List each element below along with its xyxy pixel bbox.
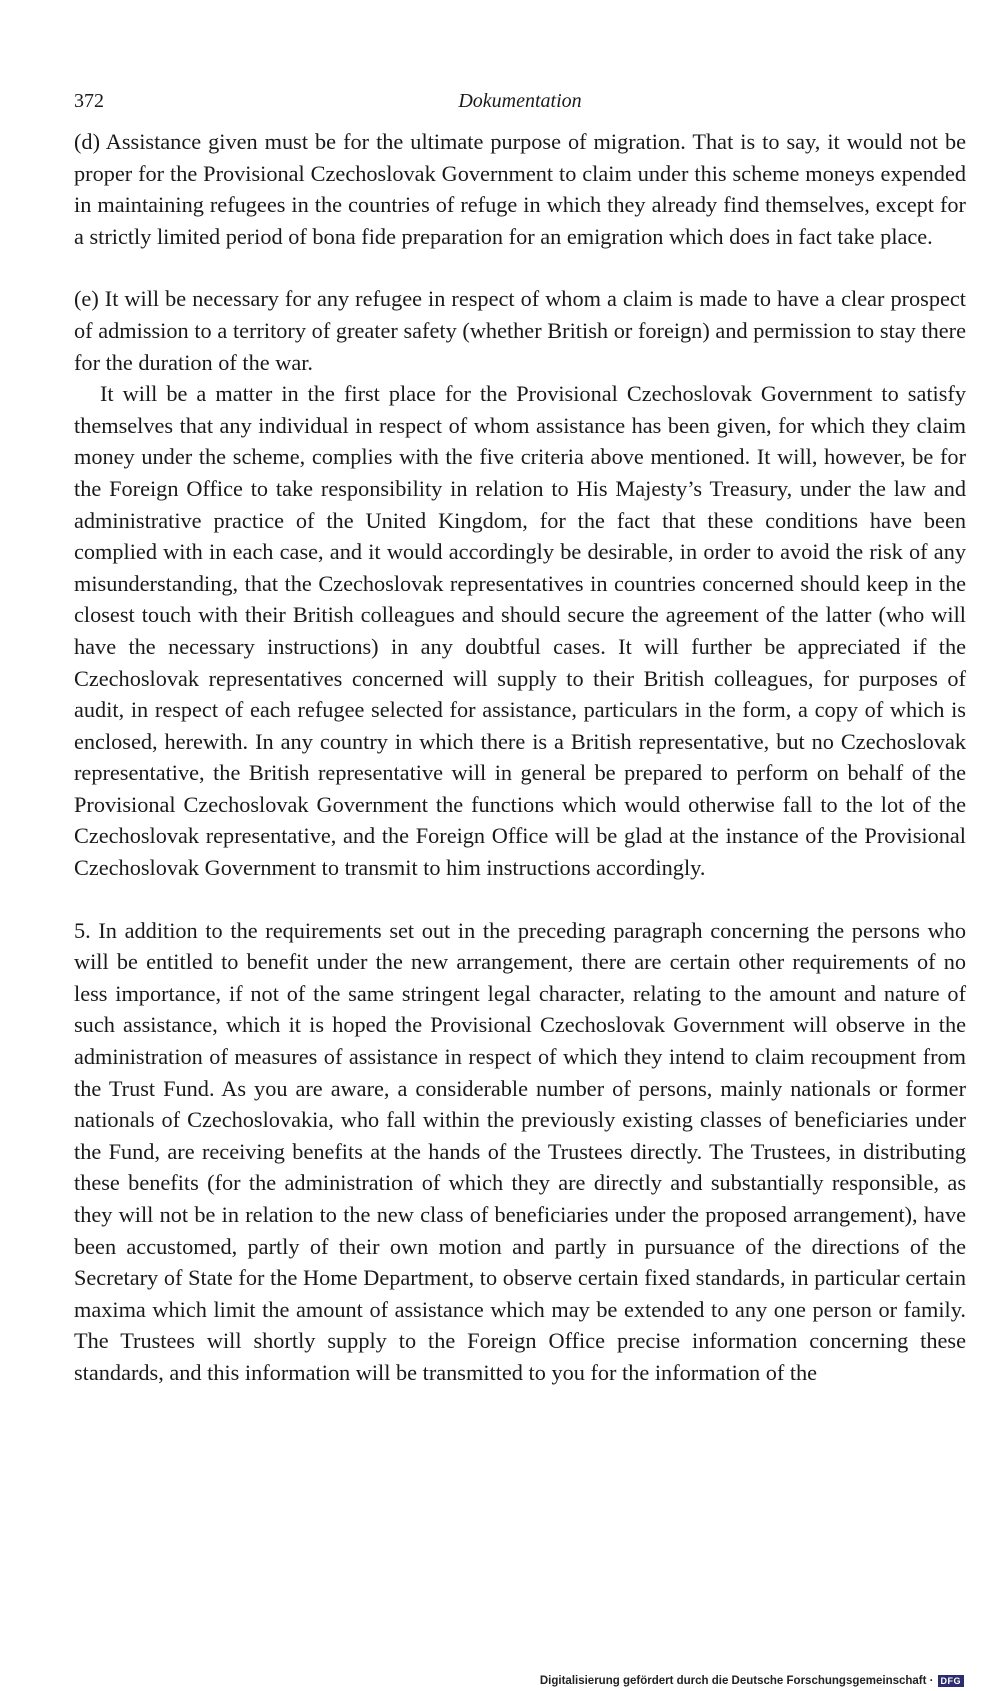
page-number: 372 bbox=[74, 90, 104, 112]
paragraph-5: 5. In addition to the requirements set out in the preceding paragraph concerning the persons who will be entitled to benefit under the new arrangement, there are certain other requirements of no less importance, if not of the same stringent legal character, relating to the amount and nature of such assistance, which it is hoped the Provisional Czechoslovak Government will observe in the administration of measures of assistance in respect of which they intend to claim recoupment from the Trust Fund. As you are aware, a considerable number of persons, mainly nationals or former nationals of Czechoslovakia, who fall within the previously existing classes of beneficiaries under the Fund, are receiving benefits at the hands of the Trustees directly. The Trustees, in distributing these benefits (for the administration of which they are directly and substantially responsible, as they will not be in relation to the new class of beneficiaries under the proposed arrangement), have been accustomed, partly of their own motion and partly in pursuance of the directions of the Secretary of State for the Home Department, to observe certain fixed standards, in particular certain maxima which limit the amount of assistance which may be extended to any one person or family. The Trustees will shortly supply to the Foreign Office precise information concerning these standards, and this information will be transmitted to you for the information of the bbox=[74, 917, 966, 1385]
dfg-logo: DFG bbox=[938, 1675, 965, 1687]
credit-text: Digitalisierung gefördert durch die Deutsche Forschungsgemeinschaft · bbox=[539, 1675, 934, 1687]
paragraph-d: (d) Assistance given must be for the ultimate purpose of migration. That is to say, it would not be proper for the Provisional Czechoslovak Government to claim under this scheme moneys expended in maintaining refugees in the countries of refuge in which they already find themselves, except for a strictly limited period of bona fide preparation for an emigration which does in fact take place. bbox=[74, 129, 966, 249]
body-text bbox=[74, 126, 966, 1389]
page-header bbox=[74, 86, 966, 126]
document-page bbox=[74, 86, 966, 1389]
running-title: Dokumentation bbox=[458, 90, 582, 112]
digitization-credit bbox=[540, 1675, 964, 1687]
paragraph-e: (e) It will be necessary for any refugee in respect of whom a claim is made to have a clear prospect of admission to a territory of greater safety (whether British or foreign) and permission to stay there for the duration of the war. bbox=[74, 286, 966, 375]
paragraph-responsibility: It will be a matter in the first place for the Provisional Czechoslovak Government to satisfy themselves that any individual in respect of whom assistance has been given, for which they claim money under the scheme, complies with the five criteria above mentioned. It will, however, be for the Foreign Office to take responsibility in relation to His Majesty’s Treasury, under the law and administrative practice of the United Kingdom, for the fact that these conditions have been complied with in each case, and it would accordingly be desirable, in order to avoid the risk of any misunderstanding, that the Czechoslovak representatives in countries concerned should keep in the closest touch with their British colleagues and should secure the agreement of the latter (who will have the necessary instructions) in any doubtful cases. It will further be appreciated if the Czechoslovak representatives concerned will supply to their British colleagues, for purposes of audit, in respect of each refugee selected for assistance, particulars in the form, a copy of which is enclosed, herewith. In any country in which there is a British representative, but no Czechoslovak representative, the British representative will in general be prepared to perform on behalf of the Provisional Czechoslovak Government the functions which would otherwise fall to the lot of the Czechoslovak representative, and the Foreign Office will be glad at the instance of the Provisional Czechoslovak Government to transmit to him instructions accordingly. bbox=[74, 381, 966, 881]
